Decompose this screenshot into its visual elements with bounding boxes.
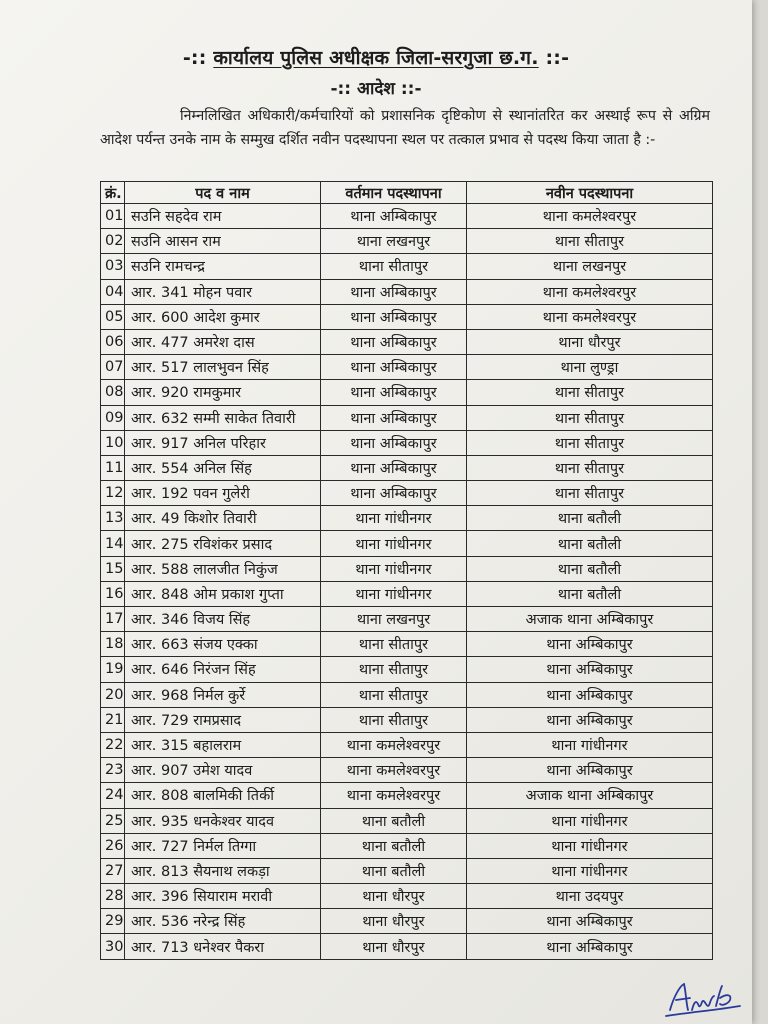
serial-cell: 11 xyxy=(101,455,125,480)
new-posting-cell: थाना कमलेश्वरपुर xyxy=(467,279,713,304)
post-name-cell: आर. 192 पवन गुलेरी xyxy=(125,481,321,506)
post-name-cell: आर. 275 रविशंकर प्रसाद xyxy=(125,531,321,556)
serial-cell: 22 xyxy=(101,732,125,757)
post-name-cell: आर. 907 उमेश यादव xyxy=(125,758,321,783)
current-posting-cell: थाना कमलेश्वरपुर xyxy=(321,783,467,808)
current-posting-cell: थाना लखनपुर xyxy=(321,607,467,632)
post-name-cell: आर. 729 रामप्रसाद xyxy=(125,707,321,732)
serial-cell: 06 xyxy=(101,329,125,354)
office-title xyxy=(0,44,752,70)
current-posting-cell: थाना बतौली xyxy=(321,833,467,858)
current-posting-cell: थाना कमलेश्वरपुर xyxy=(321,732,467,757)
serial-cell: 09 xyxy=(101,405,125,430)
current-posting-cell: थाना गांधीनगर xyxy=(321,556,467,581)
current-posting-cell: थाना बतौली xyxy=(321,858,467,883)
table-row xyxy=(101,355,713,380)
table-row xyxy=(101,531,713,556)
serial-cell: 17 xyxy=(101,607,125,632)
serial-cell: 12 xyxy=(101,481,125,506)
new-posting-cell: थाना गांधीनगर xyxy=(467,858,713,883)
new-posting-cell: थाना गांधीनगर xyxy=(467,732,713,757)
new-posting-cell: थाना गांधीनगर xyxy=(467,808,713,833)
new-posting-cell: थाना अम्बिकापुर xyxy=(467,632,713,657)
current-posting-cell: थाना धौरपुर xyxy=(321,884,467,909)
serial-cell: 07 xyxy=(101,355,125,380)
post-name-cell: आर. 600 आदेश कुमार xyxy=(125,304,321,329)
post-name-cell: आर. 917 अनिल परिहार xyxy=(125,430,321,455)
office-name: कार्यालय पुलिस अधीक्षक जिला-सरगुजा छ.ग. xyxy=(213,47,539,69)
serial-cell: 08 xyxy=(101,380,125,405)
new-posting-cell: थाना सीतापुर xyxy=(467,455,713,480)
table-row xyxy=(101,909,713,934)
transfer-table xyxy=(100,181,713,960)
new-posting-cell: थाना बतौली xyxy=(467,531,713,556)
new-posting-cell: थाना अम्बिकापुर xyxy=(467,758,713,783)
table-row xyxy=(101,481,713,506)
table-row xyxy=(101,254,713,279)
serial-cell: 25 xyxy=(101,808,125,833)
current-posting-cell: थाना सीतापुर xyxy=(321,254,467,279)
new-posting-cell: थाना उदयपुर xyxy=(467,884,713,909)
serial-cell: 23 xyxy=(101,758,125,783)
current-posting-cell: थाना धौरपुर xyxy=(321,909,467,934)
post-name-cell: आर. 632 सम्मी साकेत तिवारी xyxy=(125,405,321,430)
new-posting-cell: थाना कमलेश्वरपुर xyxy=(467,304,713,329)
table-row xyxy=(101,581,713,606)
post-name-cell: आर. 813 सैयनाथ लकड़ा xyxy=(125,858,321,883)
current-posting-cell: थाना अम्बिकापुर xyxy=(321,430,467,455)
new-posting-cell: थाना अम्बिकापुर xyxy=(467,707,713,732)
post-name-cell: आर. 554 अनिल सिंह xyxy=(125,455,321,480)
current-posting-cell: थाना कमलेश्वरपुर xyxy=(321,758,467,783)
new-posting-cell: थाना बतौली xyxy=(467,556,713,581)
serial-cell: 04 xyxy=(101,279,125,304)
table-row xyxy=(101,304,713,329)
serial-cell: 16 xyxy=(101,581,125,606)
new-posting-cell: थाना अम्बिकापुर xyxy=(467,934,713,959)
table-row xyxy=(101,934,713,959)
serial-cell: 19 xyxy=(101,657,125,682)
table-row xyxy=(101,405,713,430)
post-name-cell: आर. 935 धनकेश्वर यादव xyxy=(125,808,321,833)
current-posting-cell: थाना अम्बिकापुर xyxy=(321,355,467,380)
new-posting-cell: थाना सीतापुर xyxy=(467,380,713,405)
post-name-cell: आर. 968 निर्मल कुर्रे xyxy=(125,682,321,707)
table-row xyxy=(101,430,713,455)
serial-cell: 21 xyxy=(101,707,125,732)
new-posting-cell: थाना सीतापुर xyxy=(467,229,713,254)
new-posting-cell: थाना सीतापुर xyxy=(467,430,713,455)
table-row xyxy=(101,556,713,581)
post-name-cell: आर. 727 निर्मल तिग्गा xyxy=(125,833,321,858)
post-name-cell: आर. 396 सियाराम मरावी xyxy=(125,884,321,909)
order-heading: -:: आदेश ::- xyxy=(330,79,422,99)
table-row xyxy=(101,682,713,707)
signature-mark xyxy=(662,976,742,1020)
title-suffix: ::- xyxy=(545,47,570,69)
post-name-cell: आर. 920 रामकुमार xyxy=(125,380,321,405)
current-posting-cell: थाना गांधीनगर xyxy=(321,531,467,556)
current-posting-cell: थाना अम्बिकापुर xyxy=(321,304,467,329)
post-name-cell: आर. 346 विजय सिंह xyxy=(125,607,321,632)
post-name-cell: आर. 663 संजय एक्का xyxy=(125,632,321,657)
current-posting-cell: थाना अम्बिकापुर xyxy=(321,279,467,304)
serial-cell: 15 xyxy=(101,556,125,581)
serial-cell: 13 xyxy=(101,506,125,531)
post-name-cell: आर. 808 बालमिकी तिर्की xyxy=(125,783,321,808)
serial-cell: 14 xyxy=(101,531,125,556)
table-row xyxy=(101,455,713,480)
current-posting-cell: थाना लखनपुर xyxy=(321,229,467,254)
new-posting-cell: थाना लुण्ड्रा xyxy=(467,355,713,380)
post-name-cell: सउनि सहदेव राम xyxy=(125,204,321,229)
new-posting-cell: थाना कमलेश्वरपुर xyxy=(467,204,713,229)
new-posting-cell: अजाक थाना अम्बिकापुर xyxy=(467,607,713,632)
new-posting-cell: थाना बतौली xyxy=(467,506,713,531)
post-name-cell: आर. 646 निरंजन सिंह xyxy=(125,657,321,682)
table-row xyxy=(101,279,713,304)
post-name-cell: आर. 49 किशोर तिवारी xyxy=(125,506,321,531)
current-posting-cell: थाना अम्बिकापुर xyxy=(321,380,467,405)
new-posting-cell: थाना बतौली xyxy=(467,581,713,606)
table-row xyxy=(101,380,713,405)
post-name-cell: आर. 477 अमरेश दास xyxy=(125,329,321,354)
header-current-posting: वर्तमान पदस्थापना xyxy=(321,182,467,204)
current-posting-cell: थाना धौरपुर xyxy=(321,934,467,959)
post-name-cell: आर. 341 मोहन पवार xyxy=(125,279,321,304)
serial-cell: 26 xyxy=(101,833,125,858)
table-row xyxy=(101,833,713,858)
new-posting-cell: थाना सीतापुर xyxy=(467,405,713,430)
current-posting-cell: थाना अम्बिकापुर xyxy=(321,204,467,229)
serial-cell: 24 xyxy=(101,783,125,808)
serial-cell: 30 xyxy=(101,934,125,959)
new-posting-cell: थाना सीतापुर xyxy=(467,481,713,506)
table-row xyxy=(101,758,713,783)
post-name-cell: आर. 315 बहालराम xyxy=(125,732,321,757)
new-posting-cell: थाना अम्बिकापुर xyxy=(467,682,713,707)
table-row xyxy=(101,607,713,632)
current-posting-cell: थाना बतौली xyxy=(321,808,467,833)
table-row xyxy=(101,329,713,354)
table-row xyxy=(101,783,713,808)
new-posting-cell: थाना लखनपुर xyxy=(467,254,713,279)
serial-cell: 02 xyxy=(101,229,125,254)
table-row xyxy=(101,884,713,909)
current-posting-cell: थाना अम्बिकापुर xyxy=(321,481,467,506)
table-row xyxy=(101,632,713,657)
table-row xyxy=(101,707,713,732)
serial-cell: 10 xyxy=(101,430,125,455)
serial-cell: 18 xyxy=(101,632,125,657)
table-row xyxy=(101,506,713,531)
current-posting-cell: थाना अम्बिकापुर xyxy=(321,329,467,354)
serial-cell: 20 xyxy=(101,682,125,707)
post-name-cell: आर. 536 नरेन्द्र सिंह xyxy=(125,909,321,934)
new-posting-cell: थाना गांधीनगर xyxy=(467,833,713,858)
header-serial: क्रं. xyxy=(101,182,125,204)
serial-cell: 27 xyxy=(101,858,125,883)
table-row xyxy=(101,732,713,757)
serial-cell: 01 xyxy=(101,204,125,229)
post-name-cell: आर. 517 लालभुवन सिंह xyxy=(125,355,321,380)
order-intro-text: निम्नलिखित अधिकारी/कर्मचारियों को प्रशासनिक दृष्टिकोण से स्थानांतरित कर अस्थाई रूप से अग्रिम आदेश पर्यन्त उनके नाम के सम्मुख दर्शित नवीन पदस्थापना स्थल पर तत्काल प्रभाव से पदस्थ किया जाता है :- xyxy=(100,108,710,148)
current-posting-cell: थाना गांधीनगर xyxy=(321,506,467,531)
table-header-row xyxy=(101,182,713,204)
current-posting-cell: थाना अम्बिकापुर xyxy=(321,405,467,430)
current-posting-cell: थाना सीतापुर xyxy=(321,707,467,732)
new-posting-cell: थाना अम्बिकापुर xyxy=(467,657,713,682)
table-row xyxy=(101,858,713,883)
table-row xyxy=(101,657,713,682)
serial-cell: 05 xyxy=(101,304,125,329)
table-row xyxy=(101,204,713,229)
post-name-cell: सउनि आसन राम xyxy=(125,229,321,254)
current-posting-cell: थाना अम्बिकापुर xyxy=(321,455,467,480)
header-post-name: पद व नाम xyxy=(125,182,321,204)
new-posting-cell: थाना अम्बिकापुर xyxy=(467,909,713,934)
post-name-cell: आर. 848 ओम प्रकाश गुप्ता xyxy=(125,581,321,606)
header-new-posting: नवीन पदस्थापना xyxy=(467,182,713,204)
current-posting-cell: थाना गांधीनगर xyxy=(321,581,467,606)
title-prefix: -:: xyxy=(182,47,207,69)
current-posting-cell: थाना सीतापुर xyxy=(321,632,467,657)
post-name-cell: सउनि रामचन्द्र xyxy=(125,254,321,279)
post-name-cell: आर. 588 लालजीत निकुंज xyxy=(125,556,321,581)
serial-cell: 28 xyxy=(101,884,125,909)
new-posting-cell: अजाक थाना अम्बिकापुर xyxy=(467,783,713,808)
table-row xyxy=(101,808,713,833)
new-posting-cell: थाना धौरपुर xyxy=(467,329,713,354)
post-name-cell: आर. 713 धनेश्वर पैकरा xyxy=(125,934,321,959)
current-posting-cell: थाना सीतापुर xyxy=(321,657,467,682)
serial-cell: 03 xyxy=(101,254,125,279)
table-row xyxy=(101,229,713,254)
serial-cell: 29 xyxy=(101,909,125,934)
current-posting-cell: थाना सीतापुर xyxy=(321,682,467,707)
